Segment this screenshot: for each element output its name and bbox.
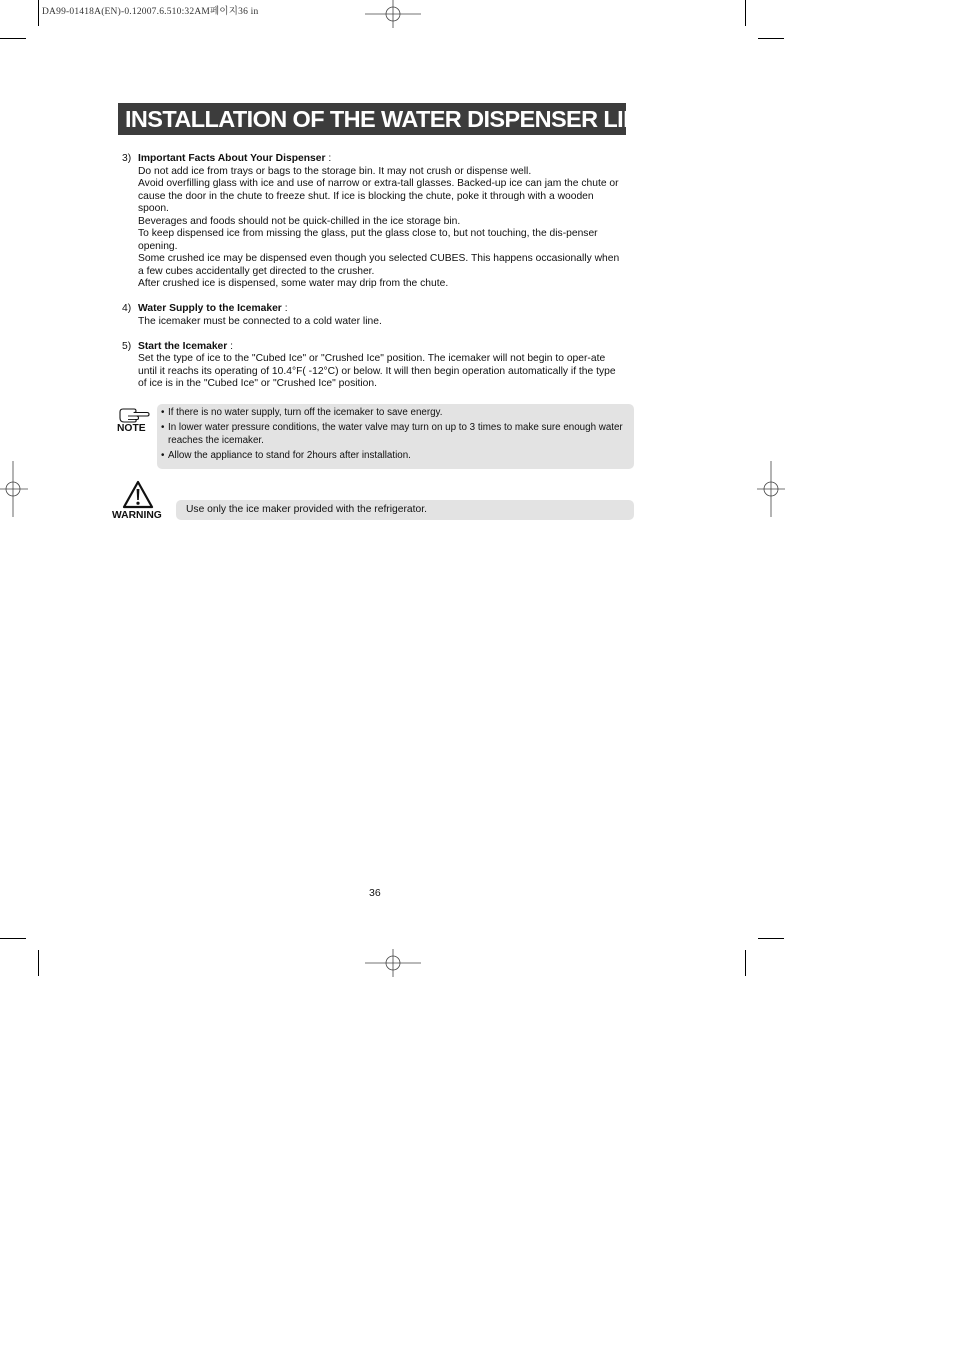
registration-mark-icon bbox=[0, 461, 28, 517]
crop-mark bbox=[758, 38, 784, 39]
instruction-list bbox=[122, 153, 626, 403]
note-label: NOTE bbox=[117, 423, 146, 434]
item-title: Important Facts About Your Dispenser bbox=[138, 153, 326, 164]
note-text: Allow the appliance to stand for 2hours after installation. bbox=[168, 449, 411, 461]
item-separator: : bbox=[325, 153, 332, 164]
item-paragraph: Do not add ice from trays or bags to the storage bin. It may not crush or dispense well. bbox=[138, 165, 532, 177]
item-title: Start the Icemaker bbox=[138, 340, 228, 352]
bullet-mark: • bbox=[161, 407, 165, 418]
item-title: Water Supply to the Icemaker bbox=[138, 303, 282, 314]
registration-mark-icon bbox=[365, 949, 421, 977]
item-body bbox=[138, 303, 626, 328]
crop-mark bbox=[745, 0, 746, 26]
item-paragraph: Beverages and foods should not be quick-chilled in the ice storage bin. bbox=[138, 215, 461, 227]
crop-mark bbox=[0, 38, 26, 39]
warning-section bbox=[110, 480, 634, 524]
item-paragraph: After crushed ice is dispensed, some water may drip from the chute. bbox=[138, 278, 449, 289]
item-separator: : bbox=[281, 303, 288, 314]
note-text: In lower water pressure conditions, the water valve may turn on up to 3 times to make sure enough water reaches the icemaker. bbox=[168, 422, 623, 446]
list-item bbox=[122, 153, 626, 291]
registration-mark-icon bbox=[757, 461, 785, 517]
page-number: 36 bbox=[369, 887, 381, 899]
warning-triangle-icon bbox=[122, 480, 154, 509]
item-paragraph: Some crushed ice may be dispensed even though you selected CUBES. This happens occasionally when a few cubes accidentally get directed to the crusher. bbox=[138, 253, 620, 277]
list-item bbox=[122, 303, 626, 328]
bullet-mark: • bbox=[161, 449, 165, 461]
note-text: If there is no water supply, turn off the icemaker to save energy. bbox=[168, 407, 443, 418]
item-body bbox=[138, 153, 626, 291]
note-bullet bbox=[161, 407, 626, 420]
crop-mark bbox=[0, 938, 26, 939]
print-meta: DA99-01418A(EN)-0.12007.6.510:32AM페이지36 in bbox=[42, 7, 259, 17]
crop-mark bbox=[38, 950, 39, 976]
note-box bbox=[157, 404, 634, 469]
item-paragraph: The icemaker must be connected to a cold water line. bbox=[138, 315, 382, 327]
item-body bbox=[138, 341, 626, 391]
note-bullet bbox=[161, 422, 626, 447]
crop-mark bbox=[745, 950, 746, 976]
warning-label: WARNING bbox=[112, 510, 162, 521]
registration-mark-icon bbox=[365, 0, 421, 28]
bullet-mark: • bbox=[161, 422, 165, 433]
pointing-hand-icon bbox=[118, 405, 150, 423]
warning-box: Use only the ice maker provided with the refrigerator. bbox=[176, 500, 634, 520]
item-number: 5) bbox=[122, 340, 132, 352]
item-number: 4) bbox=[122, 303, 132, 314]
note-section bbox=[112, 404, 634, 470]
page-title: INSTALLATION OF THE WATER DISPENSER LINE bbox=[118, 103, 626, 135]
item-paragraph: Avoid overfilling glass with ice and use of narrow or extra-tall glasses. Backed-up ice can jam the chute or cause the door in the chute to freeze shut. If ice is blocking the chute, poke it through with a wooden spoon. bbox=[138, 178, 619, 214]
crop-mark bbox=[38, 0, 39, 26]
item-paragraph: Set the type of ice to the "Cubed Ice" or "Crushed Ice" position. The icemaker will not begin to oper-ate until it reachs its operating of 10.4°F( -12°C) or below. It will then begin operation automatically if the type of ice is in the "Cubed Ice" or "Crushed Ice" position. bbox=[138, 353, 616, 389]
item-paragraph: To keep dispensed ice from missing the glass, put the glass close to, but not touching, the dis-penser opening. bbox=[138, 228, 598, 252]
item-separator: : bbox=[227, 340, 234, 352]
list-item bbox=[122, 341, 626, 391]
item-number: 3) bbox=[122, 153, 132, 164]
crop-mark bbox=[758, 938, 784, 939]
note-bullet bbox=[161, 450, 626, 463]
